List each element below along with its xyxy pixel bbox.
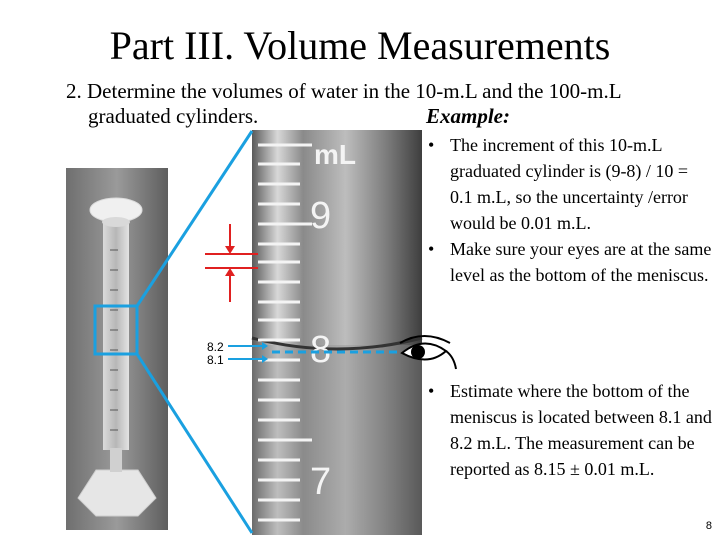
bullet-increment: • The increment of this 10-m.L graduated cylinder is (9-8) / 10 = 0.1 m.L, so the uncertainty /error would be 0.01 m.L. [424, 132, 714, 236]
bullet-eye-level: • Make sure your eyes are at the same level as the bottom of the meniscus. [424, 236, 714, 288]
unit-label: mL [314, 139, 356, 170]
slide-title: Part III. Volume Measurements [109, 23, 611, 68]
example-label: Example: [426, 104, 510, 128]
bullet-list-2 [424, 378, 714, 482]
subtitle-line-2: graduated cylinders. [88, 104, 259, 128]
major-label-8: 8 [310, 329, 332, 371]
major-label-9: 9 [310, 195, 332, 237]
increment-arrows [205, 224, 258, 302]
subtitle-line-1: 2. Determine the volumes of water in the 10-m.L and the 100-m.L [66, 79, 622, 103]
closeup-photo [252, 130, 422, 535]
bullet-estimate: • Estimate where the bottom of the meniscus is located between 8.1 and 8.2 m.L. The measurement can be reported as 8.15 ± 0.01 m.L. [424, 378, 714, 482]
reading-label-8-1: 8.1 [207, 353, 224, 367]
reading-label-8-2: 8.2 [207, 340, 224, 354]
full-cylinder-photo [66, 168, 168, 530]
major-label-7: 7 [310, 461, 332, 503]
eye-icon [398, 333, 462, 373]
bullet-list [424, 132, 714, 288]
page-number: 8 [705, 520, 712, 532]
